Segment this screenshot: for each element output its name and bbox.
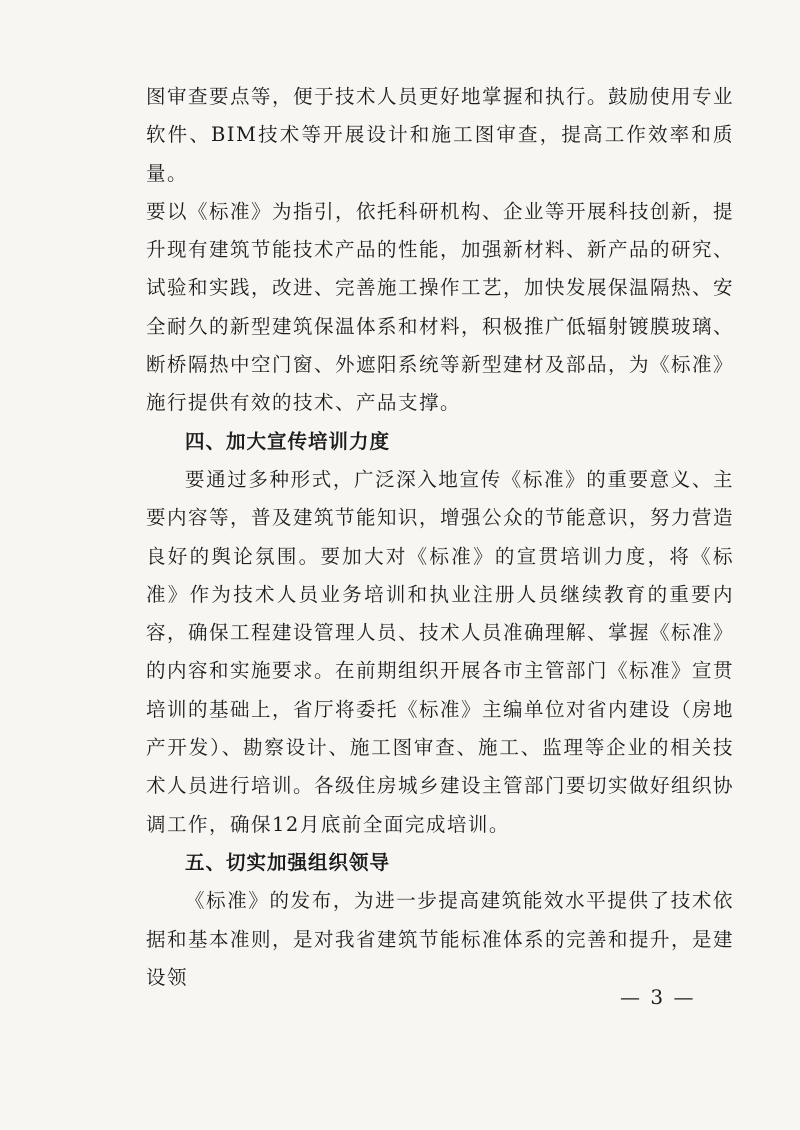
section-heading-publicity-training: 四、加大宣传培训力度 [185,429,391,453]
paragraph-publicity-training: 要通过多种形式，广泛深入地宣传《标准》的重要意义、主要内容等，普及建筑节能知识，增强公众的节能意识，努力营造良好的舆论氛围。要加大对《标准》的宣贯培训力度，将《标准》作为技术人员业务培训和执业注册人员继续教育的重要内容，确保工程建设管理人员、技术人员准确理解、掌握《标准》的内容和实施要求。在前期组织开展各市主管部门《标准》宣贯培训的基础上，省厅将委托《标准》主编单位对省内建设（房地产开发）、勘察设计、施工图审查、施工、监理等企业的相关技术人员进行培训。各级住房城乡建设主管部门要切实做好组织协调工作，确保12月底前全面完成培训。 [146,467,735,836]
page-number: — 3 — [620,985,696,1009]
paragraph-technology-innovation: 要以《标准》为指引，依托科研机构、企业等开展科技创新，提升现有建筑节能技术产品的性能，加强新材料、新产品的研究、试验和实践，改进、完善施工操作工艺，加快发展保温隔热、安全耐久的新型建筑保温体系和材料，积极推广低辐射镀膜玻璃、断桥隔热中空门窗、外遮阳系统等新型建材及部品，为《标准》施行提供有效的技术、产品支撑。 [146,199,735,415]
paragraph-review-points: 图审查要点等，便于技术人员更好地掌握和执行。鼓励使用专业软件、BIM技术等开展设计和施工图审查，提高工作效率和质量。 [146,85,735,185]
document-body [146,78,734,997]
section-heading-organization-leadership: 五、切实加强组织领导 [185,850,391,874]
paragraph-organization-leadership: 《标准》的发布，为进一步提高建筑能效水平提供了技术依据和基本准则，是对我省建筑节能标准体系的完善和提升，是建设领 [146,889,735,989]
